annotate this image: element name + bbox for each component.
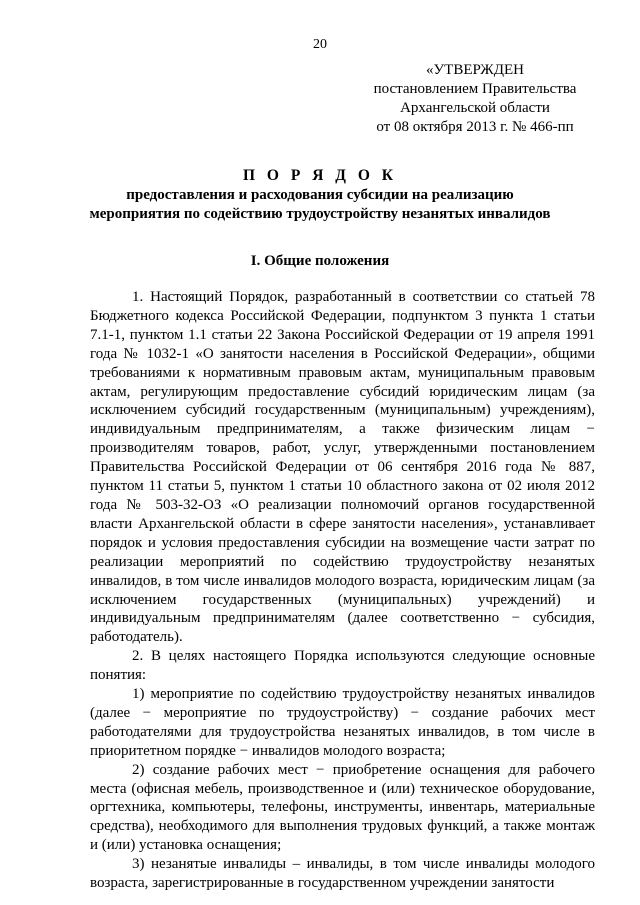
title-subtitle-line-2: мероприятия по содействию трудоустройству незанятых инвалидов xyxy=(89,206,551,222)
approval-line-3: Архангельской области xyxy=(400,100,550,116)
approval-line-4: от 08 октября 2013 г. № 466-пп xyxy=(376,119,574,135)
paragraph-2-item-3: 3) незанятые инвалиды – инвалиды, в том числе инвалиды молодого возраста, зарегистрированные в государственном учреждении занятости xyxy=(90,856,595,892)
paragraph-2-item-2: 2) создание рабочих мест − приобретение оснащения для рабочего места (офисная мебель, производственное и (или) техническое оборудование, оргтехника, компьютеры, телефоны, инструменты, инвентарь, материальные средства), необходимого для выполнения трудовых функций, а также монтаж и (или) установка оснащения; xyxy=(90,761,595,854)
approval-stamp xyxy=(360,61,590,137)
document-title xyxy=(40,166,600,224)
title-heading: П О Р Я Д О К xyxy=(243,167,397,184)
paragraph-2-item-1: 1) мероприятие по содействию трудоустройству незанятых инвалидов (далее − мероприятие по трудоустройству) − создание рабочих мест работодателями для трудоустройства незанятых инвалидов, в том числе в приоритетном порядке − инвалидов молодого возраста; xyxy=(90,686,595,759)
paragraph-2: 2. В целях настоящего Порядка используются следующие основные понятия: xyxy=(90,648,595,684)
paragraph-1: 1. Настоящий Порядок, разработанный в соответствии со статьей 78 Бюджетного кодекса Российской Федерации, подпунктом 3 пункта 1 статьи 7.1-1, пунктом 1.1 статьи 22 Закона Российской Федерации от 19 апреля 1991 года № 1032-1 «О занятости населения в Российской Федерации», общими требованиями к нормативным правовым актам, муниципальным правовым актам, регулирующим предоставление субсидий юридическим лицам (за исключением субсидий государственным (муниципальным) учреждениям), индивидуальным предпринимателям, а также физическим лицам − производителям товаров, работ, услуг, утвержденными постановлением Правительства Российской Федерации от 06 сентября 2016 года № 887, пунктом 11 статьи 5, пунктом 1 статьи 10 областного закона от 02 июля 2012 года № 503-32-ОЗ «О реализации полномочий органов государственной власти Архангельской области в сфере занятости населения», устанавливает порядок и условия предоставления субсидии на возмещение части затрат по реализации мероприятий по содействию трудоустройству незанятых инвалидов, в том числе инвалидов молодого возраста, юридическим лицам (за исключением государственных (муниципальных) учреждений) и индивидуальным предпринимателям (далее соответственно − субсидия, работодатель). xyxy=(90,289,595,646)
approval-line-2: постановлением Правительства xyxy=(373,81,577,97)
page-number: 20 xyxy=(313,37,327,52)
title-subtitle-line-1: предоставления и расходования субсидии на реализацию xyxy=(126,187,514,203)
document-body xyxy=(90,288,595,893)
approval-line-1: «УТВЕРЖДЕН xyxy=(426,62,524,78)
section-heading: I. Общие положения xyxy=(250,253,390,269)
